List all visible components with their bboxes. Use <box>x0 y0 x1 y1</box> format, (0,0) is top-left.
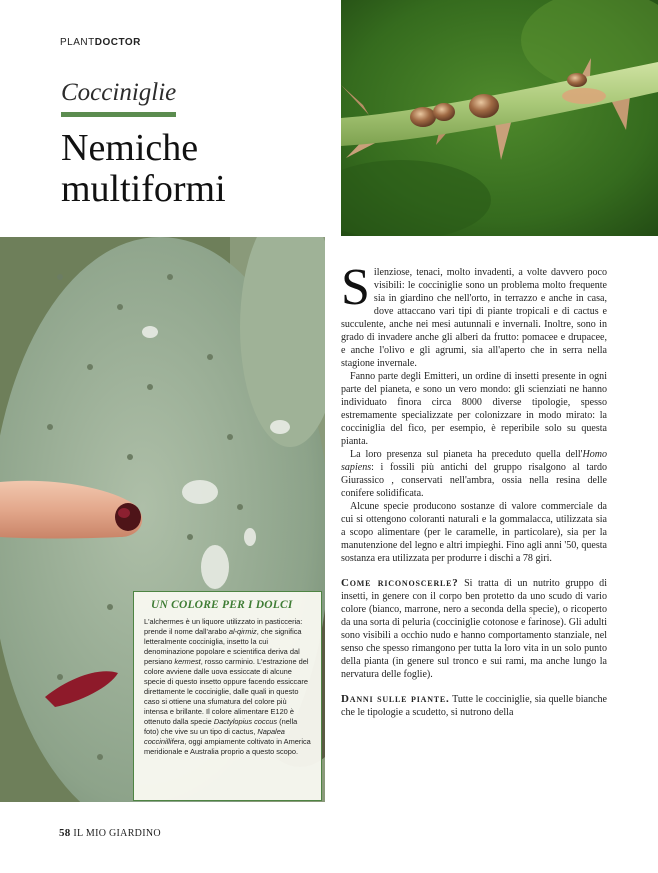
paragraph-6-text: Tutte le cocciniglie, sia quelle bianche che le tipologie a scudetto, si nutrono della <box>341 694 607 718</box>
paragraph-1 <box>341 259 607 370</box>
rubric-doctor: DOCTOR <box>94 37 141 48</box>
drop-cap: S <box>341 259 370 316</box>
paragraph-3-text-a: La loro presenza sul pianeta ha preceduto quella dell' <box>350 449 583 460</box>
paragraph-3-text-b: : i fossili più antichi del gruppo risalgono al tardo Giurassico , conservati nell'ambra, ossia nella resina delle conifere solidificata. <box>341 462 607 499</box>
sidebar-text-2: , che significa letteralmente cocciniglia, insetto la cui denominazione popolare e scientifica deriva dal persiano <box>144 627 302 666</box>
paragraph-5-text: Si tratta di un nutrito gruppo di insetti, in genere con il corpo ben protetto da uno scudo di vario colore (bianco, marrone, nero a seconda della specie), o ricoperto da una sorta di peluria (cocciniglie cotonose e farinose). Gli adulti sono visibili a occhio nudo e hanno comportamento stanziale, nel senso che spesso rimangono per tutta la loro vita in un solo punto della pianta (in genere sul tronco e sui rami, ma anche lungo la nervatura delle foglie). <box>341 578 607 680</box>
paragraph-3 <box>341 448 607 500</box>
sidebar-text-1: L'alchermes è un liquore utilizzato in pasticceria: prende il nome dall'arabo <box>144 617 303 636</box>
page-number: 58 <box>59 827 71 839</box>
sidebar-title: UN COLORE PER I DOLCI <box>151 599 293 611</box>
section-rubric <box>60 37 141 48</box>
branch-illustration <box>341 0 658 236</box>
photo-branch-scale-insects <box>341 0 658 236</box>
magazine-name: IL MIO GIARDINO <box>73 828 161 839</box>
article-body <box>341 259 607 719</box>
paragraph-3-em: Homo sapiens <box>341 449 607 473</box>
paragraph-6 <box>341 693 607 719</box>
sidebar-text-3: , rosso carminio. L'estrazione del colore avviene dalle uova essiccate di alcune specie di questo insetto oppure facendo essiccare direttamente le cocciniglie, dalle quali in questo caso si ottiene una sfumatura del colore più intensa e brillante. Il colore alimentare E120 è ottenuto dalla specie <box>144 657 309 726</box>
subhead-danni: Danni sulle piante. <box>341 693 450 705</box>
rubric-plant: PLANT <box>60 37 95 48</box>
sidebar-body <box>144 617 312 757</box>
subhead-come-riconoscerle: Come riconoscerle? <box>341 577 459 589</box>
sidebar-text-4: (nella foto) che vive su un tipo di cactus, <box>144 717 298 736</box>
sidebar-em-1: al-qirmiz <box>228 627 257 636</box>
sidebar-text-5: , oggi ampiamente coltivato in America meridionale e Australia proprio a questo scopo. <box>144 737 311 756</box>
sidebar-em-2: kermest <box>174 657 201 666</box>
sidebar-box <box>133 591 322 801</box>
article-headline <box>61 128 321 210</box>
paragraph-4: Alcune specie producono sostanze di valore commerciale da cui si ottengono coloranti naturali e la gommalacca, utilizzata sia a scopo alimentare (per le caramelle, in particolare), sia per la manutenzione del legno e altri impieghi. Fino agli anni '50, questa sostanza era utilizzata per produrre i dischi a 78 giri. <box>341 501 607 564</box>
sidebar-em-3: Dactylopius coccus <box>213 717 278 726</box>
paragraph-1-text: ilenziose, tenaci, molto invadenti, a volte davvero poco visibili: le cocciniglie sono un problema molto frequente sia in giardino che nell'orto, in terrazzo e anche in casa, dove attaccano vari tipi di piante tropicali e di cactus e succulente, anche nei mesi autunnali e invernali. Inoltre, sono in grado di invadere anche gli alberi da frutto: pomacee e drupacee, e anche l'olivo e gli agrumi, sia all'aperto che in serra nella stagione invernale. <box>341 267 607 369</box>
paragraph-5 <box>341 577 607 681</box>
paragraph-2: Fanno parte degli Emitteri, un ordine di insetti presente in ogni parte del pianeta, e sono un vero mondo: gli scienziati ne hanno individuato finora circa 8000 diverse tipologie, spesso estremamente specializzate per colonizzare in modo mirato: la cocciniglia del fico, per esempio, è reperibile solo su questa pianta. <box>341 371 607 447</box>
headline-line-2: multiformi <box>61 168 226 210</box>
page-folio <box>59 827 161 839</box>
article-kicker: Cocciniglie <box>61 79 177 106</box>
kicker-underline <box>61 112 176 117</box>
headline-line-1: Nemiche <box>61 127 199 169</box>
sidebar-em-4: Napalea coccinillifera <box>144 727 285 746</box>
